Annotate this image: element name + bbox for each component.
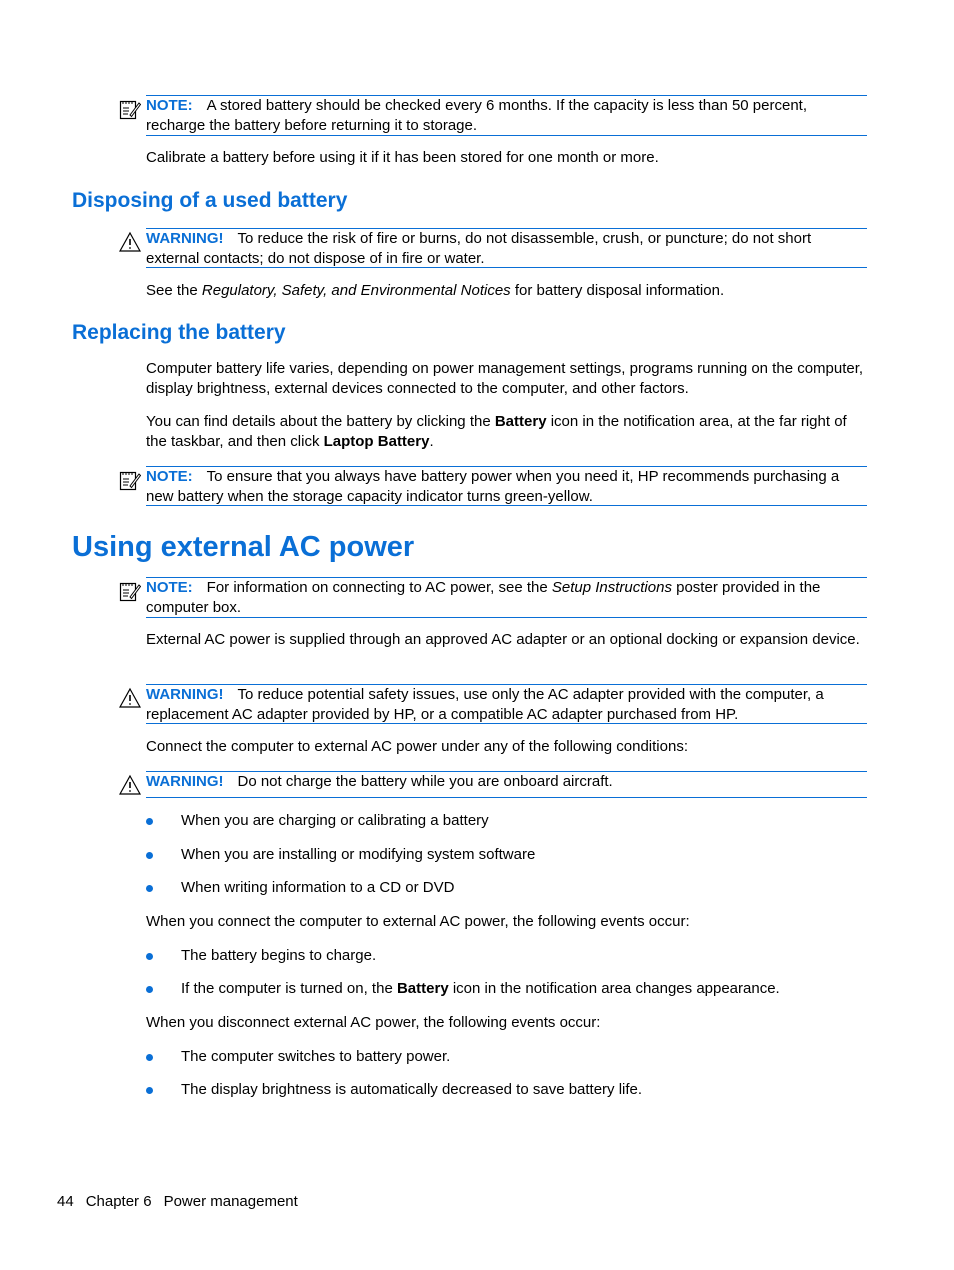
connect-conditions-paragraph: Connect the computer to external AC power under any of the following conditions: bbox=[146, 738, 688, 755]
bullet-icon bbox=[146, 885, 153, 892]
see-pre: See the bbox=[146, 282, 202, 299]
warning-label: WARNING! bbox=[146, 230, 224, 247]
bullet-icon bbox=[146, 818, 153, 825]
page-number: 44 bbox=[57, 1193, 74, 1210]
footer-chapter: Chapter 6 bbox=[85, 1193, 152, 1210]
footer-title: Power management bbox=[163, 1193, 298, 1210]
warning-triangle-icon bbox=[119, 687, 141, 709]
note-pencil-icon bbox=[119, 469, 141, 491]
battery-term: Battery bbox=[396, 980, 449, 997]
list-item-text: The display brightness is automatically decreased to save battery life. bbox=[181, 1081, 643, 1098]
connect-events-paragraph: When you connect the computer to external AC power, the following events occur: bbox=[146, 913, 690, 930]
list-item-text: When writing information to a CD or DVD bbox=[181, 879, 455, 896]
list-item-text: The battery begins to charge. bbox=[181, 947, 377, 964]
chapter-heading-ac-power: Using external AC power bbox=[72, 531, 415, 563]
bullet-icon bbox=[146, 986, 153, 993]
warning-label: WARNING! bbox=[146, 773, 224, 790]
warning-text: To reduce the risk of fire or burns, do not disassemble, crush, or puncture; do not short external contacts; do not dispose of in fire or water. bbox=[146, 230, 812, 267]
battery-term: Battery bbox=[494, 413, 547, 430]
details-pre: You can find details about the battery by clicking the bbox=[146, 413, 495, 430]
note-text-pre: For information on connecting to AC power, see the bbox=[206, 579, 552, 596]
warning-callout bbox=[146, 228, 867, 268]
item-pre: If the computer is turned on, the bbox=[181, 980, 397, 997]
note-label: NOTE: bbox=[146, 97, 193, 114]
section-heading-disposing: Disposing of a used battery bbox=[72, 189, 348, 212]
note-label: NOTE: bbox=[146, 468, 193, 485]
note-text-post: poster provided in the computer box. bbox=[146, 579, 821, 616]
warning-text: Do not charge the battery while you are onboard aircraft. bbox=[237, 773, 613, 790]
note-pencil-icon bbox=[119, 98, 141, 120]
note-callout bbox=[146, 466, 867, 506]
battery-details-paragraph bbox=[146, 412, 871, 452]
note-pencil-icon bbox=[119, 580, 141, 602]
list-item-text: When you are charging or calibrating a battery bbox=[181, 812, 489, 829]
warning-triangle-icon bbox=[119, 774, 141, 796]
bullet-icon bbox=[146, 1087, 153, 1094]
details-post: . bbox=[429, 433, 434, 450]
bullet-icon bbox=[146, 953, 153, 960]
disconnect-events-paragraph: When you disconnect external AC power, the following events occur: bbox=[146, 1014, 601, 1031]
warning-callout bbox=[146, 771, 867, 798]
laptop-battery-term: Laptop Battery bbox=[323, 433, 430, 450]
bullet-icon bbox=[146, 852, 153, 859]
bullet-icon bbox=[146, 1054, 153, 1061]
note-callout bbox=[146, 577, 867, 618]
list-item-text: When you are installing or modifying system software bbox=[181, 846, 536, 863]
see-notices-paragraph bbox=[146, 281, 871, 301]
see-post: for battery disposal information. bbox=[510, 282, 725, 299]
notices-title: Regulatory, Safety, and Environmental Notices bbox=[201, 282, 511, 299]
note-text: A stored battery should be checked every 6 months. If the capacity is less than 50 percent, recharge the battery before returning it to storage. bbox=[146, 97, 808, 134]
warning-text: To reduce potential safety issues, use only the AC adapter provided with the computer, a replacement AC adapter provided by HP, or a compatible AC adapter purchased from HP. bbox=[146, 686, 824, 723]
ac-supplied-paragraph: External AC power is supplied through an approved AC adapter or an optional docking or expansion device. bbox=[146, 631, 860, 648]
list-item-text: The computer switches to battery power. bbox=[181, 1048, 451, 1065]
section-heading-replacing: Replacing the battery bbox=[72, 321, 286, 344]
list-item-text bbox=[181, 979, 780, 999]
page-footer bbox=[57, 1192, 310, 1212]
calibrate-paragraph: Calibrate a battery before using it if it has been stored for one month or more. bbox=[146, 149, 659, 166]
warning-label: WARNING! bbox=[146, 686, 224, 703]
note-text: To ensure that you always have battery power when you need it, HP recommends purchasing a new battery when the storage capacity indicator turns green-yellow. bbox=[146, 468, 840, 505]
battery-life-paragraph: Computer battery life varies, depending on power management settings, programs running on the computer, display brightness, external devices connected to the computer, and other factors. bbox=[146, 360, 864, 397]
item-post: icon in the notification area changes appearance. bbox=[448, 980, 780, 997]
note-callout bbox=[146, 95, 867, 136]
setup-instructions-title: Setup Instructions bbox=[551, 579, 672, 596]
warning-triangle-icon bbox=[119, 231, 141, 253]
details-mid: icon in the notification area, at the far right of the taskbar, and then click bbox=[146, 413, 847, 450]
warning-callout bbox=[146, 684, 867, 724]
note-label: NOTE: bbox=[146, 579, 193, 596]
